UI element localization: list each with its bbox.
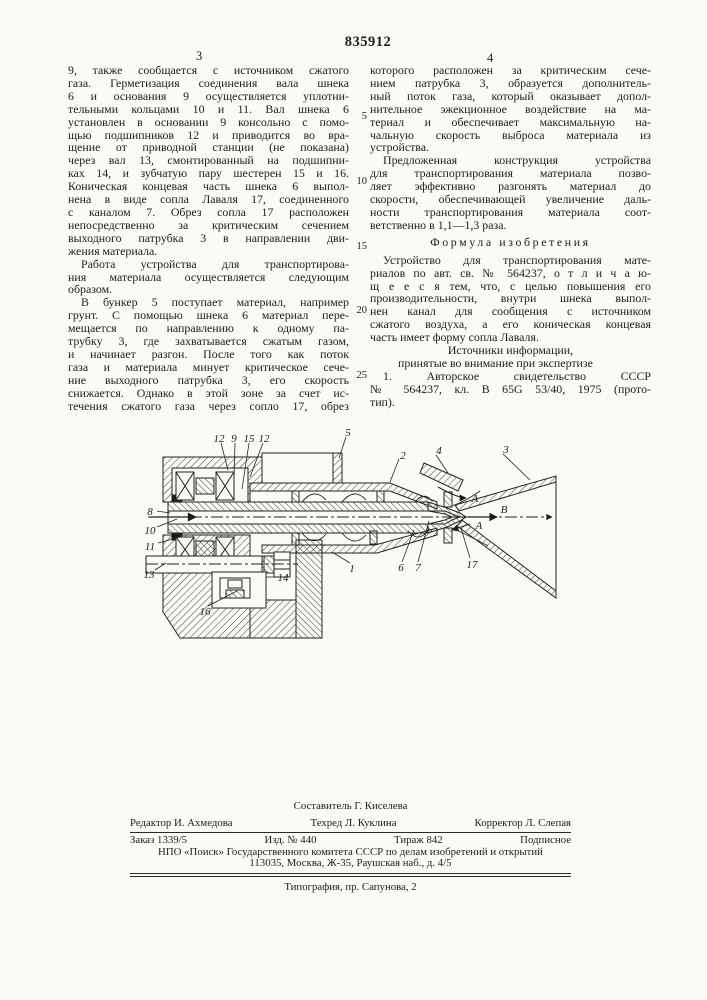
figure-ref-label: 9 xyxy=(231,433,237,445)
figure-ref-label: 14 xyxy=(277,572,289,584)
text-line: скорости, обеспечивающей увеличение даль- xyxy=(370,192,651,207)
text-line: Предложенная конструкция устройства xyxy=(383,153,651,168)
text-line: Коническая концевая часть шнека 6 выпол- xyxy=(68,179,349,194)
order-number: Заказ 1339/5 xyxy=(130,834,188,846)
text-line: сжатого воздуха, а его коническая концевая xyxy=(370,317,651,332)
text-line: трубку 3, где захватывается сжатым газом, xyxy=(68,334,349,349)
text-line: щ е е с я тем, что, с целью повышения его xyxy=(370,278,651,293)
editor: Редактор И. Ахмедова xyxy=(130,816,233,829)
text-line: часть имеет форму сопла Лаваля. xyxy=(370,330,539,345)
text-line: газа и материала минует критическое сече- xyxy=(68,359,349,374)
order-row xyxy=(130,835,571,847)
text-line: № 564237, кл. В 65G 53/40, 1975 (прото- xyxy=(370,381,651,396)
text-line: 1. Авторское свидетельство СССР xyxy=(383,368,651,383)
text-line: нен канал для сообщения с источником xyxy=(370,304,651,319)
page-number-left: 3 xyxy=(196,49,203,63)
text-line: выходного патрубка 3 в направлении дви- xyxy=(68,230,349,245)
figure-ref-label: 17 xyxy=(466,559,478,571)
figure-ref-label: A xyxy=(475,520,483,532)
figure-ref-label: 11 xyxy=(144,541,156,553)
text-line: ние выходного патрубка 3, его скорость xyxy=(68,372,349,387)
text-line: Формула изобретения xyxy=(430,234,591,249)
figure-ref-label: 4 xyxy=(436,445,442,457)
gutter-line-number: 25 xyxy=(356,370,367,381)
figure-ref-label: 2 xyxy=(400,450,406,462)
figure-ref-label: 1 xyxy=(349,563,355,575)
text-line: производительности, внутри шнека выпол- xyxy=(370,291,651,306)
text-line: газа. Герметизация соединения вала шнека xyxy=(68,75,349,90)
text-line: снижается. Однако в этой зоне за счет ис- xyxy=(68,385,349,400)
text-line: ности транспортирования материала соот- xyxy=(370,204,651,219)
footer-rule xyxy=(130,832,571,833)
right-text-column xyxy=(370,64,651,409)
address-line: 113035, Москва, Ж-35, Раушская наб., д. 4/5 xyxy=(249,857,452,869)
subscription-label: Подписное xyxy=(520,834,571,846)
text-line: грунт. С помощью шнека 6 материал пере- xyxy=(68,308,349,323)
footer-double-rule xyxy=(130,873,571,877)
figure-ref-label: 3 xyxy=(503,444,509,456)
page-number-right: 4 xyxy=(487,51,494,65)
text-line: тельными кольцами 10 и 11. Вал шнека 6 xyxy=(68,101,349,116)
text-line: риалов по авт. св. № 564237, о т л и ч а ю- xyxy=(370,265,651,280)
organization-line: НПО «Поиск» Государственного комитета СССР по делам изобретений и открытий xyxy=(158,845,543,858)
text-line: щение от приводной станции (не показана) xyxy=(68,140,349,155)
figure-ref-label: 10 xyxy=(144,525,156,537)
figure-ref-label: A xyxy=(471,493,479,505)
text-line: течения сжатого газа через сопло 17, обрез xyxy=(68,398,349,413)
text-line: нительное эжекционное воздействие на ма- xyxy=(370,101,651,116)
text-line: для транспортирования материала позво- xyxy=(370,166,651,181)
text-line: мещается по направлению к одному па- xyxy=(68,321,349,336)
figure-ref-label: 6 xyxy=(398,562,404,574)
figure-ref-label: В xyxy=(500,504,508,516)
edition-number: Изд. № 440 xyxy=(264,834,317,846)
text-line: ветственно в 1,1—1,3 раза. xyxy=(370,217,507,232)
text-line: ляет эффективно разгонять материал до xyxy=(370,179,651,194)
figure-ref-label: 12 xyxy=(258,433,270,445)
figure-ref-label: 8 xyxy=(147,506,153,518)
text-line: образом. xyxy=(68,282,113,297)
corrector: Корректор Л. Слепая xyxy=(474,816,571,829)
text-line: ках 14, и зубчатую пару шестерен 15 и 16. xyxy=(68,166,349,181)
text-line: 6 и основания 9 осуществляется уплотни- xyxy=(68,88,349,103)
figure-ref-label: 16 xyxy=(199,606,211,618)
imprint-footer xyxy=(130,801,571,893)
text-line: нена в виде сопла Лаваля 17, соединенного xyxy=(68,192,349,207)
figure-ref-label: 13 xyxy=(143,569,155,581)
text-line: жения материала. xyxy=(68,243,158,258)
gutter-line-number: 5 xyxy=(361,111,367,122)
gutter-line-number: 15 xyxy=(356,241,367,252)
printing-house-line: Типография, пр. Сапунова, 2 xyxy=(284,880,417,893)
figure-ref-label: 15 xyxy=(243,433,255,445)
figure-ref-label: 12 xyxy=(213,433,225,445)
text-line: устройства. xyxy=(370,140,430,155)
text-line: принятые во внимание при экспертизе xyxy=(398,355,593,370)
text-line: ный поток газа, который оказывает допол- xyxy=(370,88,651,103)
text-line: нием патрубка 3, образуется дополнитель- xyxy=(370,75,651,90)
text-line: 9, также сообщается с источником сжатого xyxy=(68,63,349,77)
editor-row xyxy=(130,818,571,830)
text-line: Источники информации, xyxy=(447,343,574,358)
text-line: Работа устройства для транспортирова- xyxy=(81,256,349,271)
patent-number: 835912 xyxy=(344,34,392,50)
figure-drawing xyxy=(140,425,575,650)
text-line: с каналом 7. Обрез сопла 17 расположен xyxy=(68,204,349,219)
compositor-line: Составитель Г. Киселева xyxy=(293,800,408,812)
figure-ref-label: 7 xyxy=(415,562,421,574)
text-line: териал и обеспечивает максимальную на- xyxy=(370,114,651,129)
gutter-line-number: 20 xyxy=(356,305,367,316)
text-line: щью подшипников 12 и приводится во вра- xyxy=(68,127,349,142)
text-line: чальную скорость выброса материала из xyxy=(370,127,651,142)
text-line: непосредственно за критическим сечением xyxy=(68,217,349,232)
text-line: установлен в основании 9 консольно с помо- xyxy=(68,114,349,129)
text-line: и начинает разгон. После того как поток xyxy=(68,346,349,361)
text-line: ния материала осуществляется следующим xyxy=(68,269,349,284)
figure-ref-label: 5 xyxy=(345,427,351,439)
left-text-column xyxy=(68,64,349,412)
gutter-line-number: 10 xyxy=(356,176,367,187)
techred: Техред Л. Куклина xyxy=(310,816,397,829)
text-line: тип). xyxy=(370,394,395,409)
text-line: через вал 13, смонтированный на подшипни- xyxy=(68,153,349,168)
text-line: Устройство для транспортирования мате- xyxy=(383,252,651,267)
text-line: которого расположен за критическим сече- xyxy=(370,63,651,77)
print-run: Тираж 842 xyxy=(394,834,443,846)
text-line: В бункер 5 поступает материал, например xyxy=(81,295,349,310)
